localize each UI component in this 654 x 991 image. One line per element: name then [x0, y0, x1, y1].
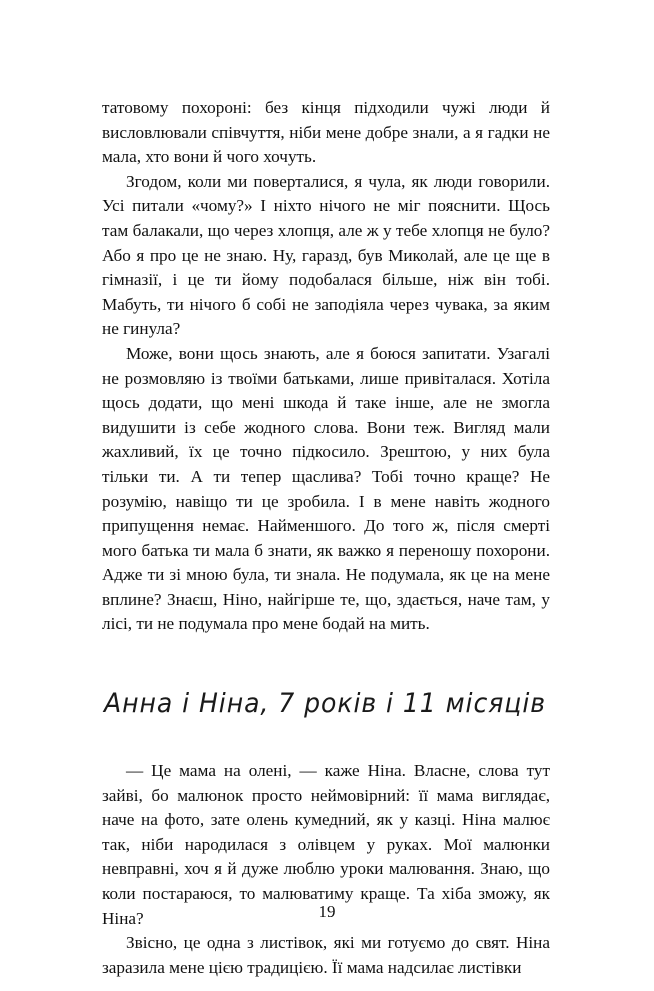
- handwritten-heading-svg: [102, 679, 550, 725]
- paragraph-drawing: — Це мама на олені, — каже Ніна. Власне, слова тут зайві, бо малюнок просто неймовірний: її мама виглядає, наче на фото, зате олень кумедний, як у казці. Ніна малює так, ніби народилася з олівцем у руках. Мої малюнки невправні, хоч я й дуже люблю уроки малювання. Знаю, що коли постараюся, то малюватиму краще. Та хіба зможу, як Ніна?: [102, 761, 550, 928]
- paragraph-continued: татовому похороні: без кінця підходили чужі люди й висловлювали співчуття, ніби мене добре знали, а я гадки не мала, хто вони й чого хочуть.: [102, 98, 550, 167]
- paragraph-funeral-talk: Згодом, коли ми поверталися, я чула, як люди говорили. Усі питали «чому?» І ніхто нічого не міг пояснити. Щось там балакали, що через хлопця, але ж у тебе хлопця не було? Або я про це не знаю. Ну, гаразд, був Миколай, але це ще в гімназії, і це ти йому подобалася більше, ніж він тобі. Мабуть, ти нічого б собі не заподіяла через чувака, за яким не гинула?: [102, 171, 550, 339]
- section-heading: [102, 679, 550, 725]
- paragraph-postcards: Звісно, це одна з листівок, які ми готуємо до свят. Ніна заразила мене цією традицією. Її мама надсилає листівки: [102, 933, 550, 977]
- section-heading-text: Анна і Ніна, 7 років і 11 місяців: [102, 688, 546, 720]
- paragraph-parents: Може, вони щось знають, але я боюся запитати. Узагалі не розмовляю із твоїми батьками, лише привіталася. Хотіла щось додати, що мені шкода й таке інше, але не змогла видушити із себе жодного слова. Вони теж. Вигляд мали жахливий, їх це точно підкосило. Зрештою, у них була тільки ти. А ти тепер щаслива? Тобі точно краще? Не розумію, навіщо ти це зробила. І в мене навіть жодного припущення немає. Найменшого. До того ж, після смерті мого батька ти мала б знати, як важко я переношу похорони. Адже ти зі мною була, ти знала. Не подумала, як це на мене вплине? Знаєш, Ніно, найгірше те, що, здається, наче там, у лісі, ти не подумала про мене бодай на мить.: [102, 343, 550, 634]
- page-number: 19: [318, 902, 336, 921]
- book-page: [102, 96, 550, 980]
